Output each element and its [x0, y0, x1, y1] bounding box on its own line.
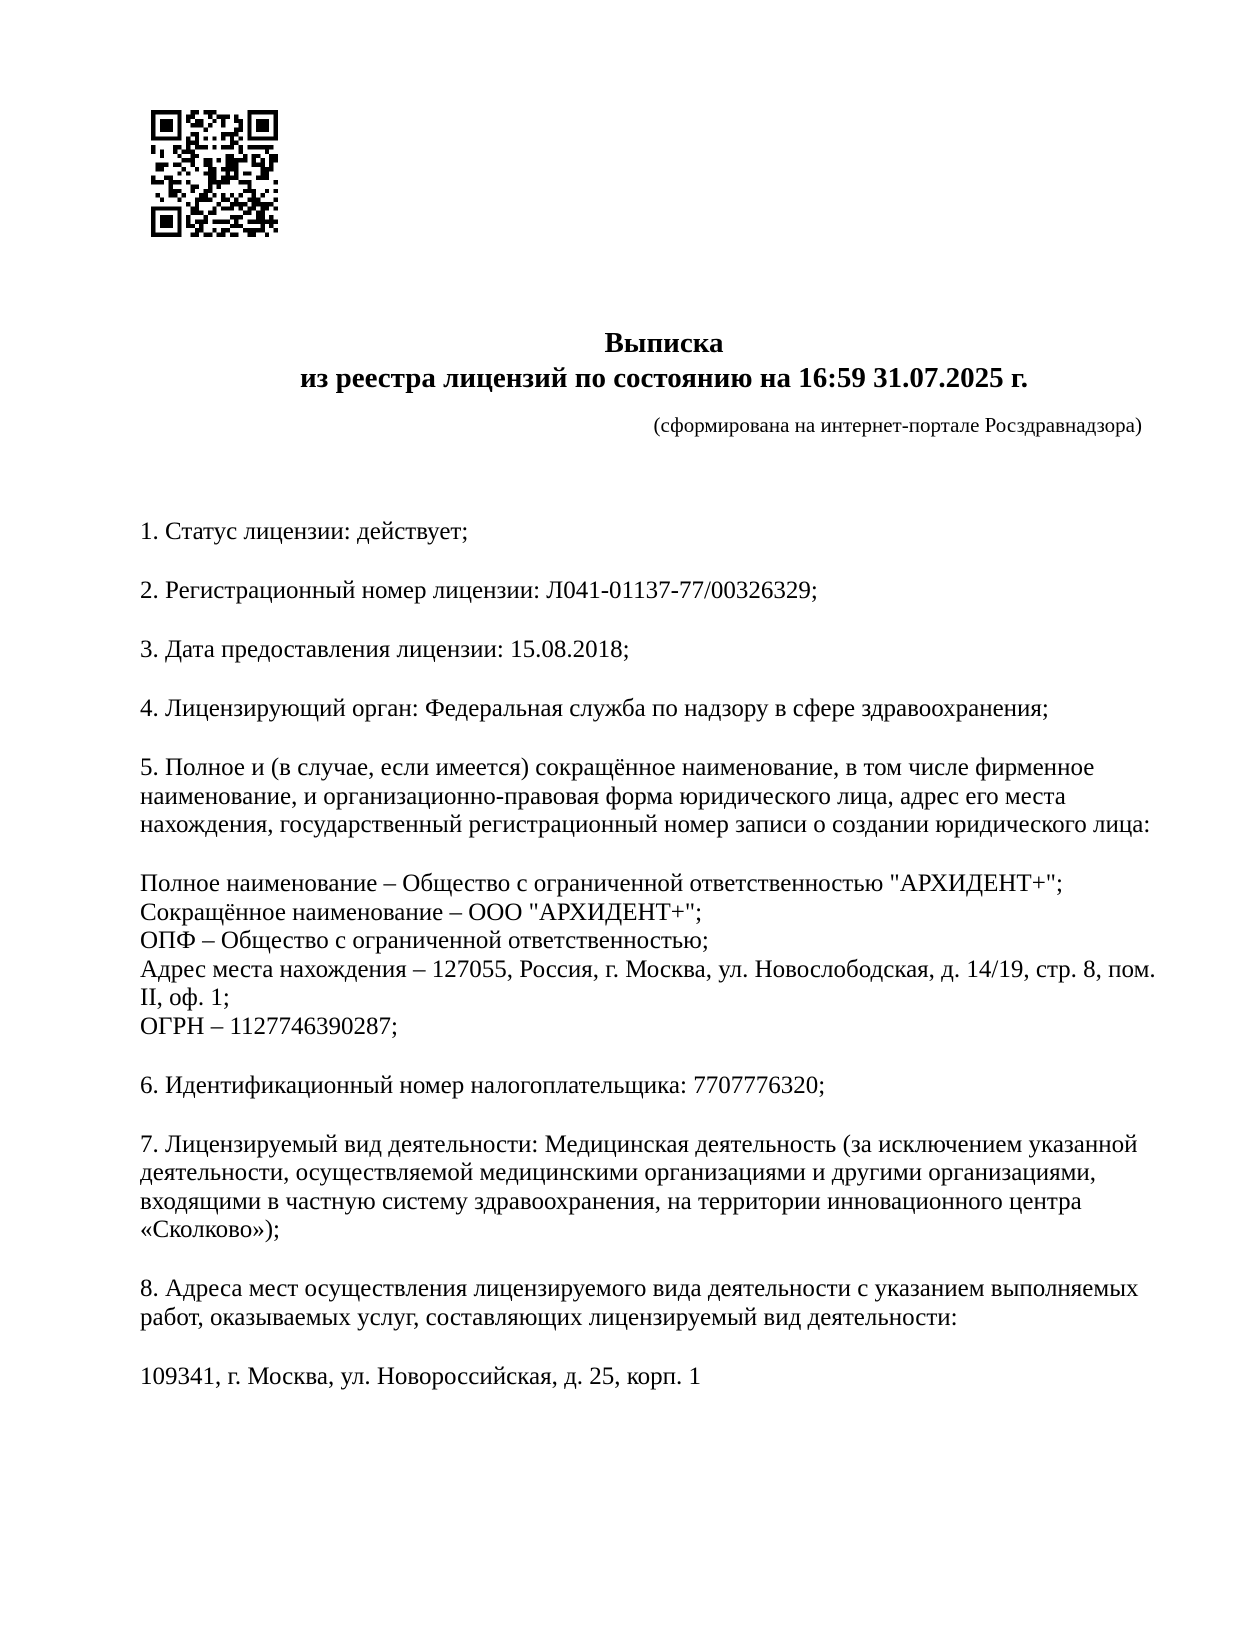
- document-line: нахождения, государственный регистрационный номер записи о создании юридического лица:: [140, 811, 1151, 838]
- document-line: Сокращённое наименование – ООО "АРХИДЕНТ+";: [140, 898, 703, 926]
- paragraph: [140, 695, 1210, 724]
- document-line: II, оф. 1;: [140, 984, 230, 1011]
- document-line: ОГРН – 1127746390287;: [140, 1012, 398, 1040]
- title-line-2: из реестра лицензий по состоянию на 16:59 31.07.2025 г.: [299, 362, 1029, 394]
- document-line: 3. Дата предоставления лицензии: 15.08.2018;: [140, 636, 630, 663]
- document-line: 1. Статус лицензии: действует;: [140, 518, 469, 545]
- paragraph: [140, 1363, 1210, 1392]
- document-line: работ, оказываемых услуг, составляющих лицензируемый вид деятельности:: [140, 1303, 958, 1331]
- paragraph: [140, 1275, 1210, 1332]
- document-line: Полное наименование – Общество с ограниченной ответственностью "АРХИДЕНТ+";: [140, 870, 1063, 897]
- paragraph: [140, 1072, 1210, 1101]
- document-line: 109341, г. Москва, ул. Новороссийская, д. 25, корп. 1: [140, 1362, 702, 1390]
- document-line: наименование, и организационно-правовая форма юридического лица, адрес его места: [140, 782, 1066, 810]
- document-line: деятельности, осуществляемой медицинскими организациями и другими организациями,: [140, 1159, 1097, 1186]
- document-line: 4. Лицензирующий орган: Федеральная служба по надзору в сфере здравоохранения;: [140, 695, 1049, 722]
- title-line-1: Выписка: [604, 327, 724, 359]
- document-line: ОПФ – Общество с ограниченной ответственностью;: [140, 927, 709, 954]
- paragraph: [140, 518, 1210, 547]
- document-line: 2. Регистрационный номер лицензии: Л041-01137-77/00326329;: [140, 577, 818, 604]
- subtitle-note: (сформирована на интернет-портале Росздравнадзора): [653, 413, 1142, 437]
- paragraph: [140, 754, 1210, 840]
- paragraph: [140, 1131, 1210, 1245]
- document-line: «Сколково»);: [140, 1216, 280, 1243]
- document-line: 5. Полное и (в случае, если имеется) сокращённое наименование, в том числе фирменное: [140, 754, 1095, 781]
- document-line: 7. Лицензируемый вид деятельности: Медицинская деятельность (за исключением указанной: [140, 1130, 1138, 1158]
- document-line: Адрес места нахождения – 127055, Россия, г. Москва, ул. Новослободская, д. 14/19, стр. 8, пом.: [140, 955, 1156, 983]
- document-title: [140, 326, 1188, 396]
- document-line: 6. Идентификационный номер налогоплательщика: 7707776320;: [140, 1071, 826, 1099]
- document-line: входящими в частную систему здравоохранения, на территории инновационного центра: [140, 1187, 1082, 1215]
- paragraph: [140, 577, 1210, 606]
- paragraph: [140, 636, 1210, 665]
- qr-code-icon: [151, 110, 278, 237]
- document-body: [140, 518, 1210, 1391]
- document-line: 8. Адреса мест осуществления лицензируемого вида деятельности с указанием выполняемых: [140, 1275, 1139, 1302]
- paragraph: [140, 870, 1210, 1041]
